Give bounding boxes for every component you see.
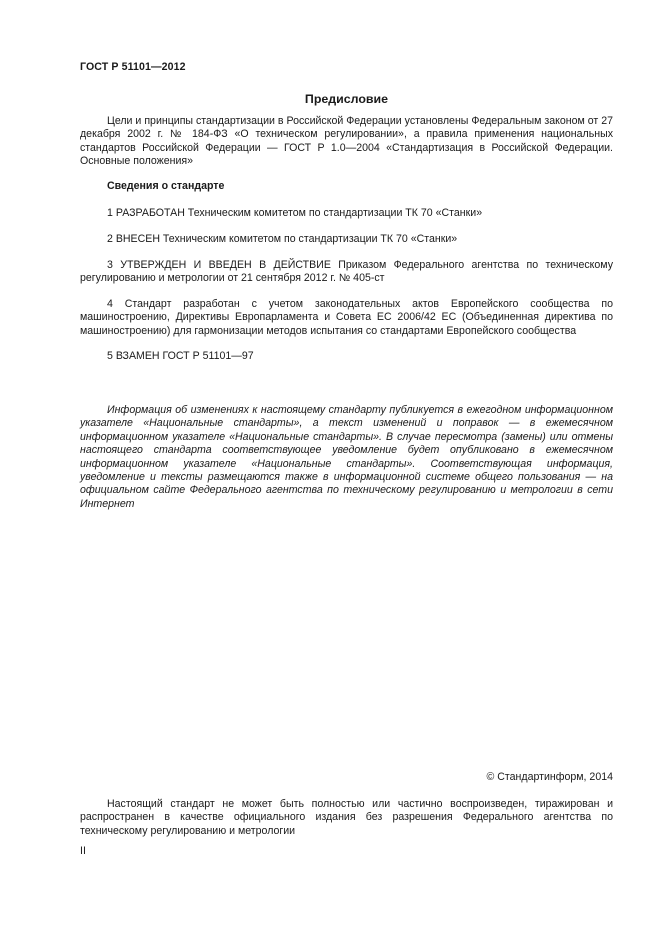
foreword-intro: Цели и принципы стандартизации в Российской Федерации установлены Федеральным законом от 27 декабря 2002 г. № 184-ФЗ «О техническом регулировании», а правила применения национальных стандартов Российской Федерации — ГОСТ Р 1.0—2004 «Стандартизация в Российской Федерации. Основные положения» xyxy=(80,115,613,168)
page-number: II xyxy=(80,845,86,857)
info-item-3: 3 УТВЕРЖДЕН И ВВЕДЕН В ДЕЙСТВИЕ Приказом Федерального агентства по техническому регулированию и метрологии от 21 сентября 2012 г. № 405-ст xyxy=(80,259,613,285)
reproduction-notice: Настоящий стандарт не может быть полностью или частично воспроизведен, тиражирован и распространен в качестве официального издания без разрешения Федерального агентства по техническому регулированию и метрологии xyxy=(80,798,613,837)
info-item-4: 4 Стандарт разработан с учетом законодательных актов Европейского сообщества по машиностроению, Директивы Европарламента и Совета ЕС 2006/42 ЕС (Объединенная директива по машиностроению) для гармонизации методов испытания со стандартами Европейского сообщества xyxy=(80,298,613,337)
standard-info-heading: Сведения о стандарте xyxy=(107,180,225,192)
info-item-5: 5 ВЗАМЕН ГОСТ Р 51101—97 xyxy=(107,350,254,362)
info-item-1: 1 РАЗРАБОТАН Техническим комитетом по стандартизации ТК 70 «Станки» xyxy=(107,207,483,219)
changes-notice: Информация об изменениях к настоящему стандарту публикуется в ежегодном информационном указателе «Национальные стандарты», а текст изменений и поправок — в ежемесячном информационном указателе «Национальные стандарты». В случае пересмотра (замены) или отмены настоящего стандарта соответствующее уведомление будет опубликовано в ежемесячном информационном указателе «Национальные стандарты». Соответствующая информация, уведомление и тексты размещаются также в информационной системе общего пользования — на официальном сайте Федерального агентства по техническому регулированию и метрологии в сети Интернет xyxy=(80,404,613,510)
foreword-title: Предисловие xyxy=(304,92,389,106)
copyright-line: © Стандартинформ, 2014 xyxy=(486,771,613,783)
document-code-header: ГОСТ Р 51101—2012 xyxy=(80,61,186,73)
info-item-2: 2 ВНЕСЕН Техническим комитетом по стандартизации ТК 70 «Станки» xyxy=(107,233,458,245)
